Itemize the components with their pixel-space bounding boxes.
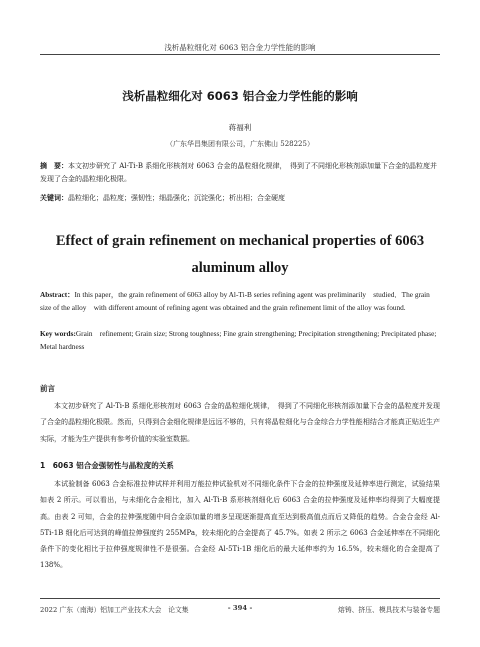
keywords-english <box>40 327 440 353</box>
keywords-cn-text: 晶粒细化；晶粒度；强韧性；细晶强化；沉淀强化；析出相；合金硬度 <box>68 194 285 202</box>
abstract-en-text: In this paper，the grain refinement of 6063 alloy by Al-Ti-B series refining agent was preliminarily studied．The grain size of the alloy with different amount of refining agent was obtained and the grain refinement limit of the alloy was found. <box>40 290 430 312</box>
affiliation: （广东华昌集团有限公司，广东佛山 528225） <box>166 140 314 148</box>
section-1-heading: 1 6063 铝合金强韧性与晶粒度的关系 <box>40 461 174 470</box>
author: 蒋福利 <box>228 123 252 132</box>
keywords-chinese <box>40 192 440 205</box>
running-header: 浅析晶粒细化对 6063 铝合金力学性能的影响 <box>164 43 316 52</box>
title-english: Effect of grain refinement on mechanical properties of 6063 aluminum alloy <box>55 233 425 276</box>
footer-conference: 2022 广东（南海）铝加工产业技术大会 论文集 <box>40 606 189 614</box>
abstract-cn-label: 摘 要： <box>40 162 68 170</box>
keywords-en-text: Grain refinement; Grain size; Strong toughness; Fine grain strengthening; Precipitation strengthening; Precipitated phase; Metal hardness <box>40 329 437 351</box>
section-1-paragraph: 本试验制备 6063 合金标准拉伸试样并利用万能拉伸试验机对不同细化条件下合金的拉伸强度及延伸率进行测定，试验结果如表 2 所示。可以看出，与未细化合金相比，加入 Al-Ti-B 系形核剂细化后 6063 合金的拉伸强度及延伸率均得到了大幅度提高。由表 2 可知，合金的拉伸强度随中间合金添加量的增多呈现逐渐提高直至达到极高值点而后又降低的趋势。合金合金经 Al-5Ti-1B 细化后可达到的峰值拉伸强度约 255MPa，较未细化的合金提高了 45.7%。如表 2 所示之 6063 合金延伸率在不同细化条件下的变化相比于拉伸强度规律性不是很强。合金经 Al-5Ti-1B 细化后的最大延伸率约为 16.5%，较未细化的合金提高了 138%。 <box>40 480 440 570</box>
abstract-cn-text: 本文初步研究了 Al-Ti-B 系细化形核剂对 6063 合金的晶粒细化规律， 得到了不同细化形核剂添加量下合金的晶粒度并发现了合金的晶粒细化极限。 <box>40 162 438 183</box>
footer-rule <box>40 598 440 599</box>
abstract-chinese <box>40 160 440 186</box>
preface-heading: 前言 <box>40 384 55 393</box>
preface-paragraph: 本文初步研究了 Al-Ti-B 系细化形核剂对 6063 合金的晶粒细化规律， 得到了不同细化形核剂添加量下合金的晶粒度并发现了合金的晶粒细化极限。然而，只得到合金细化规律是远远不够的，只有将晶粒细化与合金综合力学性能相结合才能真正贴近生产实际，才能为生产提供有参考价值的实验室数据。 <box>40 402 440 443</box>
keywords-en-label: Key words: <box>40 329 76 338</box>
header-rule <box>40 54 440 55</box>
abstract-en-label: Abstract： <box>40 290 75 299</box>
title-chinese: 浅析晶粒细化对 6063 铝合金力学性能的影响 <box>122 89 358 103</box>
abstract-english <box>40 288 440 314</box>
footer-topic: 熔铸、挤压、模具技术与装备专题 <box>338 606 440 614</box>
keywords-cn-label: 关键词： <box>40 194 68 202</box>
page-number: - 394 - <box>227 604 253 612</box>
